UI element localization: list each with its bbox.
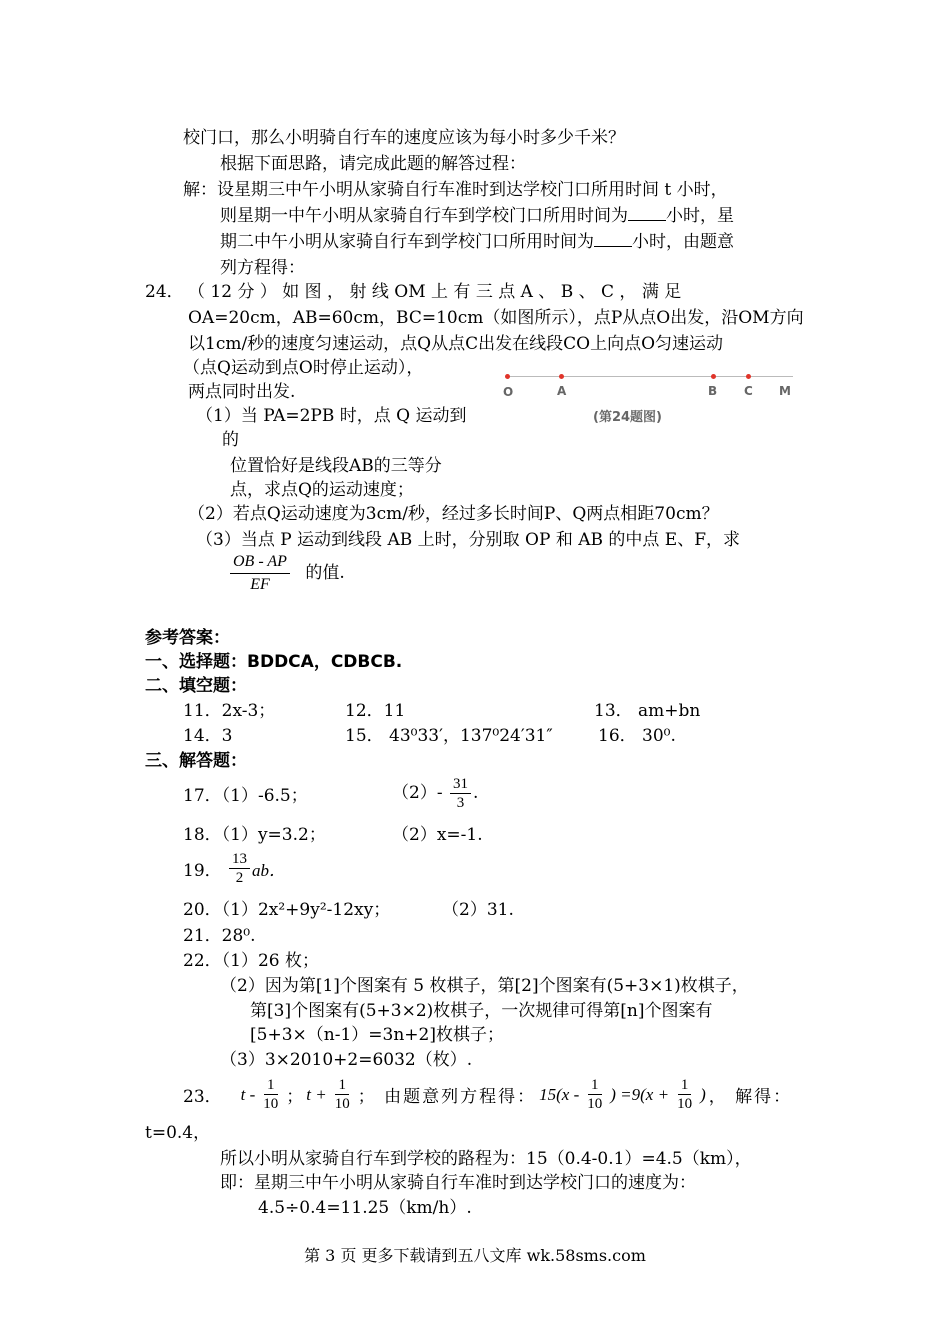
fraction-one-tenth (674, 1076, 695, 1113)
q23-line3: 解：设星期三中午小明从家骑自行车准时到达学校门口所用时间 t 小时， (183, 180, 728, 200)
figure-caption: (第24题图) (593, 410, 662, 425)
answer-17-fraction (450, 775, 471, 812)
answer-23-number: 23． (183, 1087, 222, 1107)
fraction-one-tenth (260, 1076, 281, 1113)
fraction-one-tenth (332, 1076, 353, 1113)
answer-19-tail: ab． (252, 861, 287, 880)
answer-16: 16． 30⁰. (598, 726, 676, 746)
q23-line6: 列方程得： (220, 258, 305, 278)
label-a: A (557, 384, 567, 398)
fraction-numerator: 31 (450, 775, 471, 794)
q23-line5 (220, 231, 734, 253)
label-c: C (744, 384, 753, 398)
answer-22-4: [5+3×（n-1）=3n+2]枚棋子； (250, 1025, 504, 1045)
answer-23-line5: 4.5÷0.4=11.25（km/h）. (258, 1198, 472, 1218)
fraction-denominator: 3 (456, 795, 465, 811)
answer-18b: （2）x=-1. (392, 825, 483, 845)
q24-fraction-line (228, 551, 345, 596)
q24-part2: （2）若点Q运动速度为3cm/秒，经过多长时间P、Q两点相距70cm？ (188, 504, 719, 524)
page-footer: 第 3 页 更多下载请到五八文库 wk.58sms.com (304, 1246, 646, 1265)
q24-part1-a: （1）当 PA=2PB 时，点 Q 运动到 (196, 406, 467, 426)
answer-11: 11．2x-3； (183, 701, 276, 721)
label-o: O (503, 385, 514, 399)
fraction-denominator: 10 (263, 1096, 279, 1112)
q23-line4a: 则星期一中午小明从家骑自行车到学校门口所用时间为 (220, 206, 628, 226)
q24-part3: （3）当点 P 运动到线段 AB 上时，分别取 OP 和 AB 的中点 E、F，求 (196, 530, 741, 550)
answer-19-label: 19． (183, 861, 222, 881)
answers-heading: 参考答案： (145, 628, 230, 648)
t-minus: t - (240, 1084, 256, 1104)
answer-23-line1 (183, 1076, 792, 1113)
answer-23-end: ， 解得： (708, 1087, 793, 1107)
q24-fraction (230, 551, 290, 596)
point-b (711, 374, 716, 379)
answers-choice: 一、选择题：BDDCA，CDBCB. (145, 652, 403, 672)
answer-23-mid: ； 由题意列方程得： (357, 1087, 537, 1107)
answer-17b-label: （2）- (392, 783, 443, 803)
equation-part1: 15(x - (539, 1084, 580, 1104)
fraction-numerator: 1 (588, 1076, 602, 1095)
fraction-denominator: EF (250, 576, 270, 593)
fraction-denominator: 10 (587, 1096, 603, 1112)
fraction-numerator: OB - AP (230, 551, 290, 574)
equation-part3: ) (700, 1084, 706, 1104)
q23-line5b: 小时，由题意 (632, 232, 734, 252)
fraction-numerator: 1 (678, 1076, 692, 1095)
answer-23-line3: 所以小明从家骑自行车到学校的路程为：15（0.4-0.1）=4.5（km）， (220, 1149, 752, 1169)
answer-13: 13． am+bn (594, 701, 701, 721)
answers-solve-heading: 三、解答题： (145, 751, 247, 771)
q24-number: 24． (145, 282, 184, 302)
q23-line5a: 期二中午小明从家骑自行车到学校门口所用时间为 (220, 232, 594, 252)
answer-19 (183, 850, 286, 887)
fraction-tail: 的值. (305, 563, 345, 583)
answers-fill-heading: 二、填空题： (145, 676, 247, 696)
answer-17a: 17．（1）-6.5； (183, 786, 308, 806)
answer-20b: （2）31. (442, 900, 514, 920)
answer-17b (392, 775, 478, 812)
answer-23-t: t=0.4， (145, 1123, 211, 1143)
answer-blank (594, 232, 632, 247)
answer-23-line4: 即：星期三中午小明从家骑自行车准时到达学校门口的速度为： (220, 1173, 696, 1193)
fraction-denominator: 2 (235, 870, 244, 886)
q24-part1-b: 的 (222, 430, 239, 450)
equation-part2: ) =9(x + (610, 1084, 670, 1104)
fraction-denominator: 10 (334, 1096, 350, 1112)
q24-line3: 以1cm/秒的速度匀速运动，点Q从点C出发在线段CO上向点O匀速运动 (188, 334, 724, 354)
answer-15: 15． 43⁰33′，137⁰24′31″ (345, 726, 553, 746)
q24-figure (495, 365, 805, 430)
point-c (746, 374, 751, 379)
q24-line1: （ 12 分 ） 如 图 ， 射 线 OM 上 有 三 点 A 、 B 、 C ， 满 足 (188, 282, 682, 302)
label-m: M (779, 384, 791, 398)
point-o (505, 374, 510, 379)
fraction-denominator: 10 (677, 1096, 693, 1112)
answer-14: 14．3 (183, 726, 233, 746)
q23-line4 (220, 205, 734, 227)
q24-line2: OA=20cm，AB=60cm，BC=10cm（如图所示），点P从点O出发，沿OM方向 (188, 308, 804, 328)
q24-line4: （点Q运动到点O时停止运动）， (183, 358, 424, 378)
q23-line2: 根据下面思路，请完成此题的解答过程： (220, 154, 526, 174)
answer-18a: 18．（1）y=3.2； (183, 825, 326, 845)
answer-22-5: （3）3×2010+2=6032（枚）. (220, 1050, 473, 1070)
q24-part1-d: 点，求点Q的运动速度； (230, 480, 414, 500)
answer-19-fraction (229, 850, 250, 887)
period: . (472, 783, 479, 803)
answer-22-2: （2）因为第[1]个图案有 5 枚棋子，第[2]个图案有(5+3×1)枚棋子， (220, 976, 749, 996)
point-a (559, 374, 564, 379)
q23-line4b: 小时，星 (666, 206, 734, 226)
t-plus: t + (306, 1084, 327, 1104)
semicolon: ； (286, 1087, 304, 1107)
answer-21: 21．28⁰. (183, 926, 256, 946)
fraction-numerator: 1 (264, 1076, 278, 1095)
q23-line1: 校门口，那么小明骑自行车的速度应该为每小时多少千米？ (183, 128, 625, 148)
fraction-numerator: 13 (229, 850, 250, 869)
q24-part1-c: 位置恰好是线段AB的三等分 (230, 456, 442, 476)
answer-20a: 20．（1）2x²+9y²-12xy； (183, 900, 391, 920)
fraction-numerator: 1 (335, 1076, 349, 1095)
q24-line5: 两点同时出发. (188, 382, 296, 402)
fraction-one-tenth (584, 1076, 605, 1113)
answer-22-3: 第[3]个图案有(5+3×2)枚棋子，一次规律可得第[n]个图案有 (250, 1001, 713, 1021)
answer-12: 12．11 (345, 701, 406, 721)
answer-22-1: 22．（1）26 枚； (183, 951, 319, 971)
label-b: B (708, 384, 718, 398)
answer-blank (628, 206, 666, 221)
